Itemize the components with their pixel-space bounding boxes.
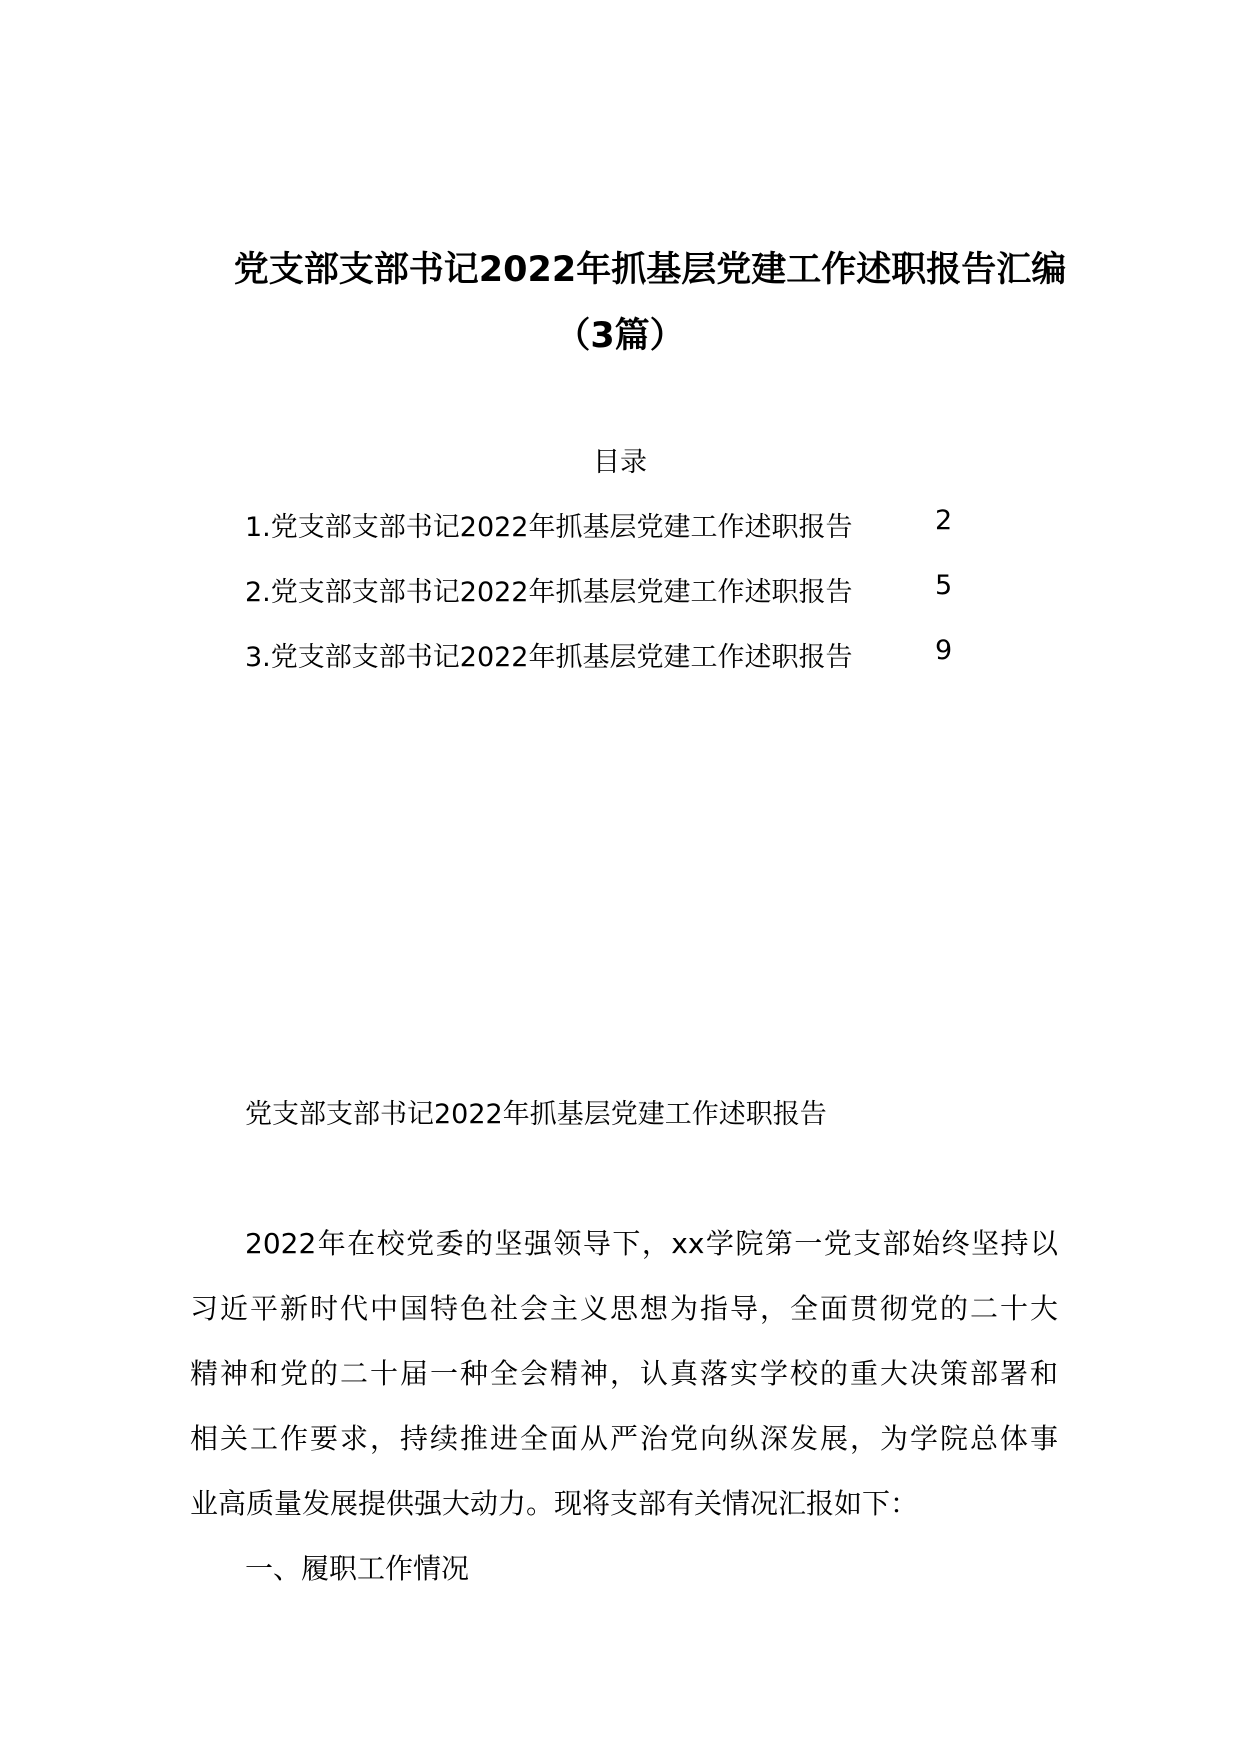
paragraph-line: 习近平新时代中国特色社会主义思想为指导，全面贯彻党的二十大 xyxy=(190,1292,1058,1325)
paragraph-line: 精神和党的二十届一种全会精神，认真落实学校的重大决策部署和 xyxy=(190,1357,1058,1390)
toc-item-label: 2.党支部支部书记2022年抓基层党建工作述职报告 xyxy=(245,577,853,608)
toc-heading: 目录 xyxy=(593,447,647,478)
toc-item-label: 3.党支部支部书记2022年抓基层党建工作述职报告 xyxy=(245,642,853,673)
section-heading: 一、履职工作情况 xyxy=(245,1552,470,1585)
document-subtitle: （3篇） xyxy=(555,316,685,356)
toc-item[interactable] xyxy=(245,505,953,544)
toc-item-label: 1.党支部支部书记2022年抓基层党建工作述职报告 xyxy=(245,512,853,543)
paragraph-line: 业高质量发展提供强大动力。现将支部有关情况汇报如下： xyxy=(190,1487,919,1520)
article-heading: 党支部支部书记2022年抓基层党建工作述职报告 xyxy=(245,1099,827,1130)
paragraph-line: 相关工作要求，持续推进全面从严治党向纵深发展，为学院总体事 xyxy=(190,1422,1058,1455)
toc-item[interactable] xyxy=(245,570,953,609)
toc-item-page: 9 xyxy=(935,635,953,666)
document-title: 党支部支部书记2022年抓基层党建工作述职报告汇编 xyxy=(233,250,1067,290)
paragraph-line: 2022年在校党委的坚强领导下，xx学院第一党支部始终坚持以 xyxy=(245,1227,1058,1260)
toc-item-page: 5 xyxy=(935,570,953,601)
toc-item-page: 2 xyxy=(935,505,953,536)
toc-item[interactable] xyxy=(245,635,953,674)
